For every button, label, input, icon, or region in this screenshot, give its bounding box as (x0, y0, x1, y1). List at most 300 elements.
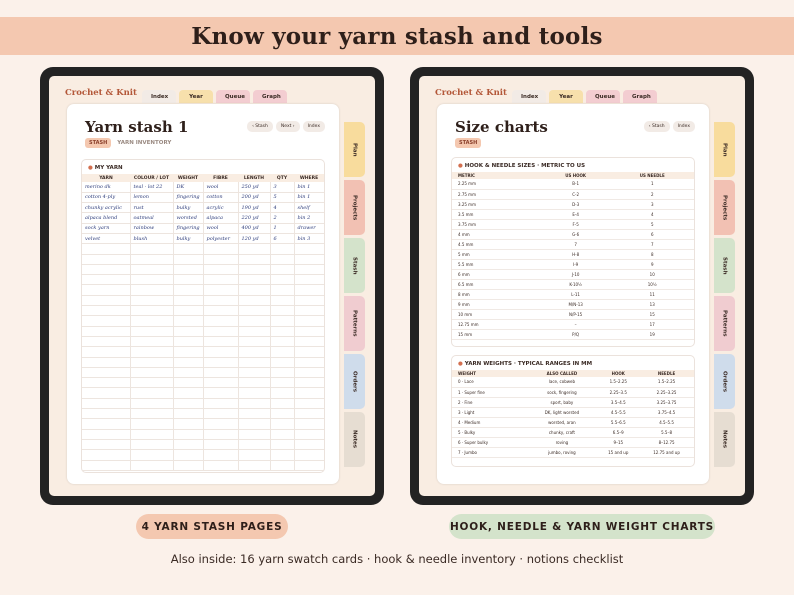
tab-graph[interactable]: Graph (623, 90, 657, 103)
table-cell[interactable]: sock yarn (82, 223, 130, 233)
table-cell[interactable] (270, 419, 294, 429)
table-cell[interactable]: jumbo, roving (526, 447, 597, 457)
table-cell[interactable]: 5 mm (452, 249, 541, 259)
table-cell[interactable] (294, 439, 324, 449)
table-cell[interactable]: 19 (610, 329, 694, 339)
table-cell[interactable]: 3.5 mm (452, 209, 541, 219)
table-cell[interactable]: 120 yd (238, 233, 270, 243)
table-cell[interactable] (294, 429, 324, 439)
table-cell[interactable] (203, 254, 238, 264)
table-cell[interactable]: chunky, craft (526, 427, 597, 437)
table-cell[interactable]: 15 (610, 309, 694, 319)
table-cell[interactable]: velvet (82, 233, 130, 243)
table-cell[interactable] (270, 295, 294, 305)
table-cell[interactable]: acrylic (203, 203, 238, 213)
table-cell[interactable]: G-6 (541, 229, 611, 239)
table-cell[interactable] (130, 378, 173, 388)
table-cell[interactable]: 8 mm (452, 289, 541, 299)
table-cell[interactable]: cotton 4-ply (82, 192, 130, 202)
side-tab-patterns[interactable] (344, 296, 365, 351)
table-cell[interactable] (173, 285, 203, 295)
table-cell[interactable] (130, 419, 173, 429)
table-cell[interactable] (238, 460, 270, 470)
next-button[interactable]: Next › (276, 121, 300, 132)
table-cell[interactable] (203, 275, 238, 285)
table-cell[interactable] (82, 254, 130, 264)
table-cell[interactable] (238, 347, 270, 357)
table-cell[interactable]: 2.25–3.25 (639, 387, 694, 397)
table-cell[interactable] (294, 285, 324, 295)
table-cell[interactable] (82, 306, 130, 316)
table-cell[interactable] (82, 439, 130, 449)
table-cell[interactable]: 2.25 mm (452, 179, 541, 189)
table-cell[interactable]: 8 (610, 249, 694, 259)
table-cell[interactable] (82, 357, 130, 367)
table-cell[interactable]: 4 mm (452, 229, 541, 239)
table-cell[interactable] (203, 285, 238, 295)
table-cell[interactable]: 2.75 mm (452, 189, 541, 199)
table-cell[interactable] (294, 460, 324, 470)
table-cell[interactable] (82, 460, 130, 470)
table-cell[interactable]: 200 yd (238, 192, 270, 202)
table-cell[interactable] (294, 378, 324, 388)
table-cell[interactable]: fingering (173, 223, 203, 233)
table-cell[interactable]: 2 (270, 213, 294, 223)
table-cell[interactable] (270, 378, 294, 388)
table-cell[interactable] (130, 244, 173, 254)
table-cell[interactable]: 5 · Bulky (452, 427, 526, 437)
table-cell[interactable]: 0 · Lace (452, 377, 526, 387)
table-cell[interactable] (270, 285, 294, 295)
table-cell[interactable] (294, 450, 324, 460)
table-cell[interactable]: I-9 (541, 259, 611, 269)
table-cell[interactable] (173, 439, 203, 449)
table-cell[interactable]: 12.75 mm (452, 319, 541, 329)
table-cell[interactable] (270, 326, 294, 336)
table-cell[interactable] (270, 254, 294, 264)
table-cell[interactable] (203, 409, 238, 419)
table-cell[interactable] (294, 398, 324, 408)
table-cell[interactable] (82, 336, 130, 346)
table-cell[interactable] (173, 378, 203, 388)
table-cell[interactable] (130, 285, 173, 295)
table-cell[interactable]: bulky (173, 233, 203, 243)
table-cell[interactable] (238, 409, 270, 419)
table-cell[interactable]: 5 (610, 219, 694, 229)
table-cell[interactable] (203, 316, 238, 326)
table-cell[interactable] (294, 254, 324, 264)
table-cell[interactable] (173, 398, 203, 408)
table-cell[interactable] (270, 388, 294, 398)
table-cell[interactable] (130, 326, 173, 336)
table-cell[interactable]: 2.25–3.5 (597, 387, 639, 397)
table-cell[interactable] (203, 264, 238, 274)
index-button[interactable]: Index (673, 121, 695, 132)
table-cell[interactable]: 8–12.75 (639, 437, 694, 447)
table-cell[interactable] (173, 316, 203, 326)
side-tab-patterns[interactable] (714, 296, 735, 351)
side-tab-stash[interactable] (714, 238, 735, 293)
table-cell[interactable] (238, 419, 270, 429)
table-cell[interactable]: 3.75–4.5 (639, 407, 694, 417)
index-button[interactable]: Index (303, 121, 325, 132)
tab-queue[interactable]: Queue (216, 90, 250, 103)
table-cell[interactable]: E-4 (541, 209, 611, 219)
table-cell[interactable] (130, 460, 173, 470)
table-cell[interactable] (203, 388, 238, 398)
tab-year[interactable]: Year (179, 90, 213, 103)
table-cell[interactable] (173, 244, 203, 254)
table-cell[interactable]: 2 · Fine (452, 397, 526, 407)
table-cell[interactable] (173, 409, 203, 419)
table-cell[interactable]: 3.25 mm (452, 199, 541, 209)
table-cell[interactable]: 10 (610, 269, 694, 279)
table-cell[interactable] (203, 295, 238, 305)
table-cell[interactable] (203, 429, 238, 439)
table-cell[interactable] (238, 398, 270, 408)
table-cell[interactable]: 5.5–8 (639, 427, 694, 437)
table-cell[interactable]: bin 2 (294, 213, 324, 223)
table-cell[interactable]: 220 yd (238, 213, 270, 223)
back-button[interactable]: ‹ Stash (247, 121, 273, 132)
table-cell[interactable] (130, 336, 173, 346)
table-cell[interactable] (203, 439, 238, 449)
table-cell[interactable] (238, 275, 270, 285)
table-cell[interactable] (270, 367, 294, 377)
table-cell[interactable] (82, 388, 130, 398)
table-cell[interactable]: 6 (610, 229, 694, 239)
table-cell[interactable] (294, 347, 324, 357)
table-cell[interactable] (294, 275, 324, 285)
table-cell[interactable]: shelf (294, 203, 324, 213)
table-cell[interactable]: lemon (130, 192, 173, 202)
table-cell[interactable]: 250 yd (238, 182, 270, 192)
table-cell[interactable]: 1.5–2.25 (597, 377, 639, 387)
table-cell[interactable]: 5.5–6.5 (597, 417, 639, 427)
table-cell[interactable] (294, 306, 324, 316)
table-cell[interactable] (270, 264, 294, 274)
table-cell[interactable]: sport, baby (526, 397, 597, 407)
table-cell[interactable] (270, 244, 294, 254)
table-cell[interactable] (173, 429, 203, 439)
table-cell[interactable] (82, 347, 130, 357)
table-cell[interactable]: – (541, 319, 611, 329)
table-cell[interactable] (203, 367, 238, 377)
table-cell[interactable] (173, 367, 203, 377)
table-cell[interactable]: bulky (173, 203, 203, 213)
table-cell[interactable]: 7 · Jumbo (452, 447, 526, 457)
table-cell[interactable]: rust (130, 203, 173, 213)
side-tab-notes[interactable] (344, 412, 365, 467)
table-cell[interactable]: bin 1 (294, 192, 324, 202)
table-cell[interactable]: lace, cobweb (526, 377, 597, 387)
table-cell[interactable]: polyester (203, 233, 238, 243)
table-cell[interactable] (270, 460, 294, 470)
table-cell[interactable] (238, 285, 270, 295)
table-cell[interactable]: cotton (203, 192, 238, 202)
table-cell[interactable]: L-11 (541, 289, 611, 299)
table-cell[interactable]: C-2 (541, 189, 611, 199)
table-cell[interactable] (82, 450, 130, 460)
table-cell[interactable] (270, 275, 294, 285)
table-cell[interactable] (82, 419, 130, 429)
table-cell[interactable]: 400 yd (238, 223, 270, 233)
table-cell[interactable]: alpaca (203, 213, 238, 223)
table-cell[interactable] (82, 285, 130, 295)
table-cell[interactable] (238, 429, 270, 439)
side-tab-projects[interactable] (714, 180, 735, 235)
table-cell[interactable] (203, 398, 238, 408)
table-cell[interactable] (203, 357, 238, 367)
table-cell[interactable]: 6 · Super bulky (452, 437, 526, 447)
table-cell[interactable]: M/N-13 (541, 299, 611, 309)
table-cell[interactable] (82, 429, 130, 439)
table-cell[interactable]: sock, fingering (526, 387, 597, 397)
table-cell[interactable]: 190 yd (238, 203, 270, 213)
table-cell[interactable] (294, 336, 324, 346)
table-cell[interactable] (203, 306, 238, 316)
table-cell[interactable]: 3 (270, 182, 294, 192)
table-cell[interactable] (82, 264, 130, 274)
table-cell[interactable]: 7 (541, 239, 611, 249)
table-cell[interactable]: teal · lot 22 (130, 182, 173, 192)
table-cell[interactable]: blush (130, 233, 173, 243)
table-cell[interactable] (130, 264, 173, 274)
side-tab-stash[interactable] (344, 238, 365, 293)
table-cell[interactable]: P/Q (541, 329, 611, 339)
table-cell[interactable] (130, 367, 173, 377)
table-cell[interactable] (294, 409, 324, 419)
table-cell[interactable] (203, 347, 238, 357)
side-tab-plan[interactable] (344, 122, 365, 177)
table-cell[interactable]: 10½ (610, 279, 694, 289)
table-cell[interactable]: wool (203, 223, 238, 233)
table-cell[interactable]: merino dk (82, 182, 130, 192)
table-cell[interactable]: bin 1 (294, 182, 324, 192)
table-cell[interactable] (238, 316, 270, 326)
table-cell[interactable]: DK, light worsted (526, 407, 597, 417)
table-cell[interactable]: alpaca blend (82, 213, 130, 223)
table-cell[interactable] (203, 336, 238, 346)
table-cell[interactable] (82, 367, 130, 377)
table-cell[interactable]: 1.5–2.25 (639, 377, 694, 387)
table-cell[interactable]: bin 3 (294, 233, 324, 243)
table-cell[interactable] (238, 254, 270, 264)
table-cell[interactable] (270, 409, 294, 419)
table-cell[interactable]: 4.5–5.5 (597, 407, 639, 417)
table-cell[interactable] (82, 409, 130, 419)
table-cell[interactable] (130, 409, 173, 419)
table-cell[interactable]: 6.5–9 (597, 427, 639, 437)
table-cell[interactable] (130, 439, 173, 449)
side-tab-orders[interactable] (714, 354, 735, 409)
table-cell[interactable]: 10 mm (452, 309, 541, 319)
table-cell[interactable]: 12.75 and up (639, 447, 694, 457)
tab-index[interactable]: Index (142, 90, 176, 103)
table-cell[interactable] (203, 419, 238, 429)
table-cell[interactable] (270, 450, 294, 460)
table-cell[interactable]: 5 (270, 192, 294, 202)
table-cell[interactable]: 4.5 mm (452, 239, 541, 249)
table-cell[interactable]: oatmeal (130, 213, 173, 223)
table-cell[interactable]: 2 (610, 189, 694, 199)
table-cell[interactable] (270, 347, 294, 357)
table-cell[interactable]: DK (173, 182, 203, 192)
table-cell[interactable]: 4 (270, 203, 294, 213)
table-cell[interactable] (130, 450, 173, 460)
table-cell[interactable] (173, 357, 203, 367)
table-cell[interactable] (238, 244, 270, 254)
table-cell[interactable]: fingering (173, 192, 203, 202)
table-cell[interactable] (270, 316, 294, 326)
table-cell[interactable]: 11 (610, 289, 694, 299)
table-cell[interactable] (173, 295, 203, 305)
table-cell[interactable]: 4 · Medium (452, 417, 526, 427)
table-cell[interactable] (238, 326, 270, 336)
tab-index[interactable]: Index (512, 90, 546, 103)
table-cell[interactable]: 15 and up (597, 447, 639, 457)
table-cell[interactable]: drawer (294, 223, 324, 233)
table-cell[interactable] (238, 264, 270, 274)
table-cell[interactable] (173, 419, 203, 429)
table-cell[interactable]: B-1 (541, 179, 611, 189)
table-cell[interactable] (82, 326, 130, 336)
tab-graph[interactable]: Graph (253, 90, 287, 103)
table-cell[interactable] (294, 264, 324, 274)
table-cell[interactable] (130, 306, 173, 316)
table-cell[interactable] (130, 388, 173, 398)
table-cell[interactable]: H-8 (541, 249, 611, 259)
table-cell[interactable] (270, 306, 294, 316)
back-button[interactable]: ‹ Stash (644, 121, 670, 132)
table-cell[interactable] (270, 357, 294, 367)
table-cell[interactable] (173, 254, 203, 264)
table-cell[interactable] (294, 388, 324, 398)
table-cell[interactable]: chunky acrylic (82, 203, 130, 213)
table-cell[interactable]: 9 mm (452, 299, 541, 309)
table-cell[interactable] (173, 450, 203, 460)
table-cell[interactable]: 13 (610, 299, 694, 309)
table-cell[interactable]: rainbow (130, 223, 173, 233)
table-cell[interactable] (173, 264, 203, 274)
table-cell[interactable] (130, 398, 173, 408)
tab-year[interactable]: Year (549, 90, 583, 103)
table-cell[interactable] (173, 326, 203, 336)
table-cell[interactable] (173, 306, 203, 316)
table-cell[interactable] (238, 378, 270, 388)
table-cell[interactable] (294, 316, 324, 326)
table-cell[interactable]: 17 (610, 319, 694, 329)
table-cell[interactable] (270, 439, 294, 449)
table-cell[interactable] (203, 244, 238, 254)
table-cell[interactable] (82, 275, 130, 285)
table-cell[interactable]: 6.5 mm (452, 279, 541, 289)
table-cell[interactable]: 1 (610, 179, 694, 189)
side-tab-notes[interactable] (714, 412, 735, 467)
table-cell[interactable]: 15 mm (452, 329, 541, 339)
table-cell[interactable] (173, 275, 203, 285)
table-cell[interactable] (238, 357, 270, 367)
table-cell[interactable] (238, 388, 270, 398)
table-cell[interactable]: 3.25–3.75 (639, 397, 694, 407)
table-cell[interactable]: J-10 (541, 269, 611, 279)
table-cell[interactable]: 1 · Super fine (452, 387, 526, 397)
table-cell[interactable] (270, 336, 294, 346)
table-cell[interactable] (130, 429, 173, 439)
table-cell[interactable] (294, 367, 324, 377)
table-cell[interactable] (130, 275, 173, 285)
table-cell[interactable] (203, 450, 238, 460)
table-cell[interactable] (130, 254, 173, 264)
table-cell[interactable] (203, 460, 238, 470)
side-tab-plan[interactable] (714, 122, 735, 177)
tab-queue[interactable]: Queue (586, 90, 620, 103)
table-cell[interactable] (238, 367, 270, 377)
table-cell[interactable] (130, 316, 173, 326)
table-cell[interactable]: wool (203, 182, 238, 192)
side-tab-orders[interactable] (344, 354, 365, 409)
table-cell[interactable] (130, 347, 173, 357)
table-cell[interactable] (82, 244, 130, 254)
table-cell[interactable]: 3.75 mm (452, 219, 541, 229)
table-cell[interactable] (294, 357, 324, 367)
table-cell[interactable]: F-5 (541, 219, 611, 229)
table-cell[interactable] (173, 388, 203, 398)
table-cell[interactable] (173, 336, 203, 346)
table-cell[interactable]: roving (526, 437, 597, 447)
table-cell[interactable]: K-10½ (541, 279, 611, 289)
table-cell[interactable]: 6 mm (452, 269, 541, 279)
table-cell[interactable] (130, 295, 173, 305)
table-cell[interactable]: 3 · Light (452, 407, 526, 417)
side-tab-projects[interactable] (344, 180, 365, 235)
table-cell[interactable] (82, 378, 130, 388)
table-cell[interactable] (203, 326, 238, 336)
table-cell[interactable] (294, 419, 324, 429)
table-cell[interactable] (238, 336, 270, 346)
table-cell[interactable]: 5.5 mm (452, 259, 541, 269)
table-cell[interactable] (238, 306, 270, 316)
table-cell[interactable]: 4.5–5.5 (639, 417, 694, 427)
table-cell[interactable] (203, 378, 238, 388)
table-cell[interactable]: 1 (270, 223, 294, 233)
table-cell[interactable] (82, 398, 130, 408)
table-cell[interactable] (238, 450, 270, 460)
table-cell[interactable] (130, 357, 173, 367)
table-cell[interactable]: 7 (610, 239, 694, 249)
table-cell[interactable]: 3 (610, 199, 694, 209)
table-cell[interactable]: 9–15 (597, 437, 639, 447)
table-cell[interactable] (82, 316, 130, 326)
table-cell[interactable]: N/P-15 (541, 309, 611, 319)
table-cell[interactable] (270, 429, 294, 439)
table-cell[interactable] (294, 244, 324, 254)
table-cell[interactable]: 4 (610, 209, 694, 219)
table-cell[interactable] (238, 295, 270, 305)
table-cell[interactable] (173, 460, 203, 470)
table-cell[interactable] (294, 295, 324, 305)
table-cell[interactable] (173, 347, 203, 357)
table-cell[interactable]: worsted, aran (526, 417, 597, 427)
table-cell[interactable]: 6 (270, 233, 294, 243)
table-cell[interactable] (238, 439, 270, 449)
table-cell[interactable]: D-3 (541, 199, 611, 209)
table-cell[interactable] (294, 326, 324, 336)
table-cell[interactable] (270, 398, 294, 408)
table-cell[interactable]: 9 (610, 259, 694, 269)
table-cell[interactable] (82, 295, 130, 305)
table-cell[interactable]: worsted (173, 213, 203, 223)
